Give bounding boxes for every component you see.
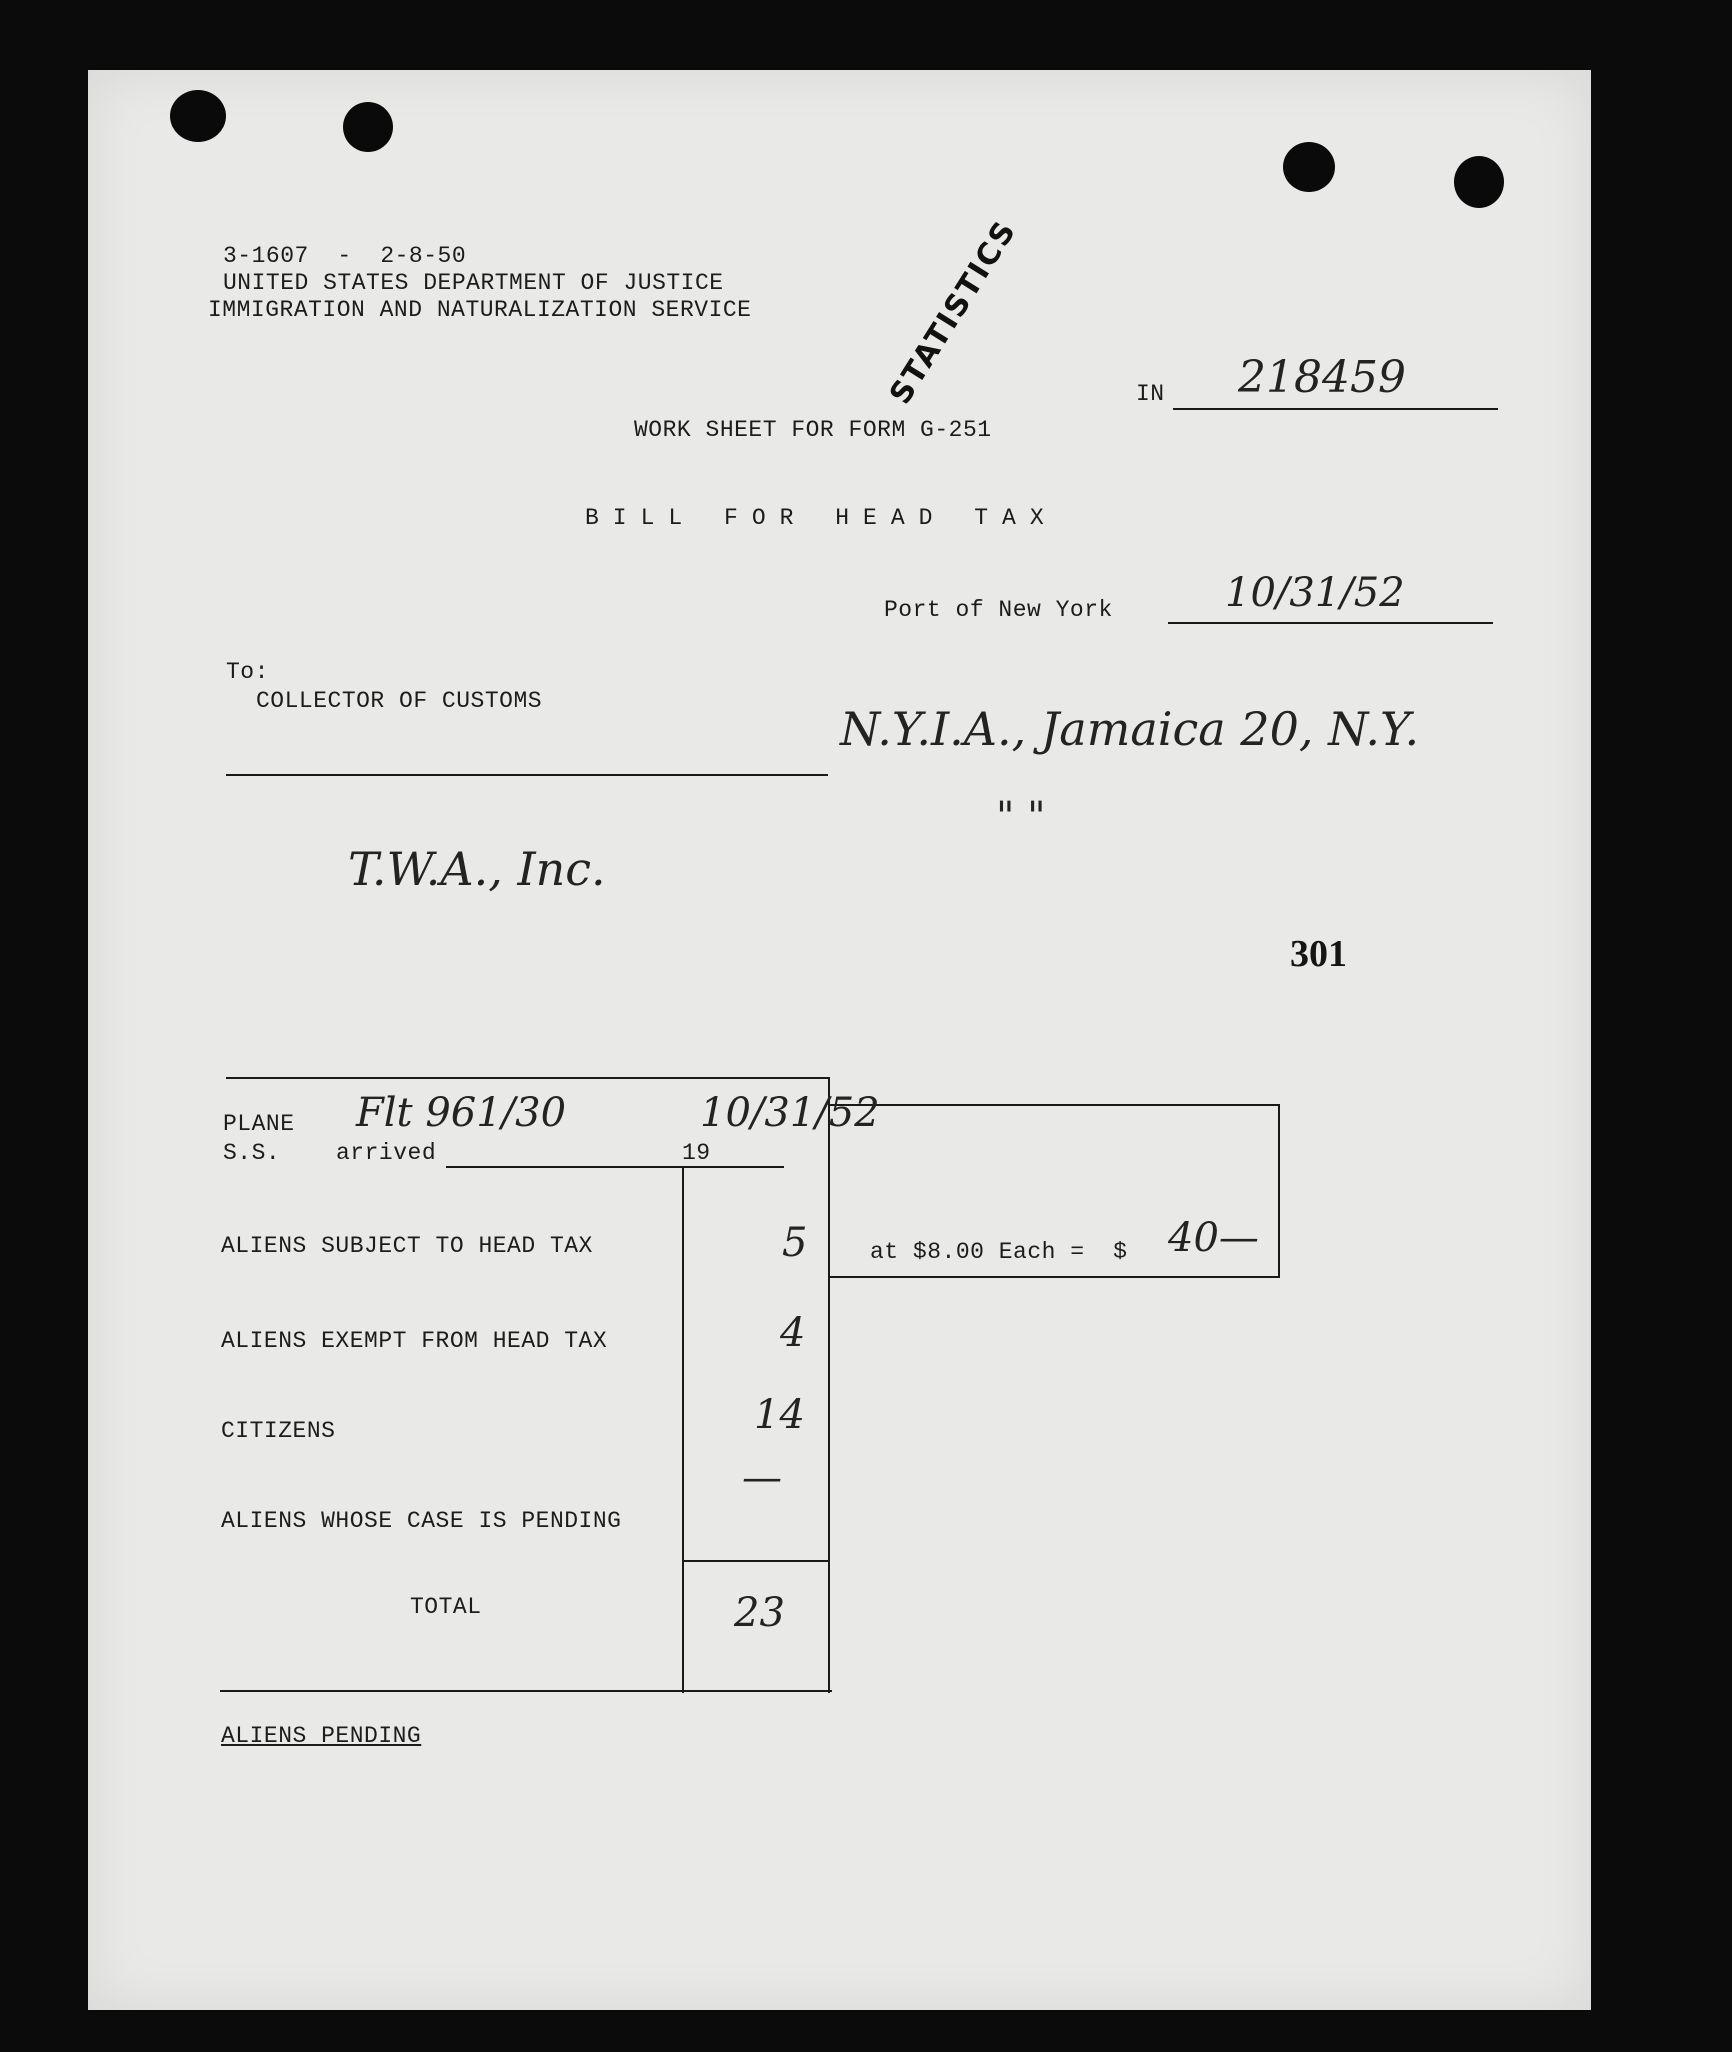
row-label-pending: ALIENS WHOSE CASE IS PENDING: [221, 1508, 622, 1534]
count-column-rule: [682, 1166, 684, 1693]
code-number: 301: [1290, 933, 1347, 975]
punch-hole: [170, 90, 226, 142]
rate-box-top: [828, 1104, 1280, 1106]
rate-text: at $8.00 Each = $: [870, 1239, 1128, 1265]
arrival-date: 10/31/52: [700, 1090, 880, 1136]
arrived-underline: [446, 1166, 784, 1168]
worksheet-title: WORK SHEET FOR FORM G-251: [634, 417, 992, 443]
punch-hole: [343, 102, 393, 152]
row-label-citizens: CITIZENS: [221, 1418, 336, 1444]
table-top-rule: [226, 1077, 830, 1079]
document-page: [88, 70, 1591, 2010]
rate-box-right: [1278, 1104, 1280, 1278]
arrived-label: arrived: [336, 1140, 437, 1166]
port-date: 10/31/52: [1225, 570, 1405, 616]
row-value-citizens: 14: [754, 1392, 805, 1438]
ss-label: S.S.: [223, 1140, 281, 1166]
total-top-rule: [682, 1560, 830, 1562]
bill-title: BILL FOR HEAD TAX: [585, 505, 1058, 531]
punch-hole: [1283, 142, 1335, 192]
flight-number: Flt 961/30: [356, 1090, 567, 1136]
row-value-exempt: 4: [780, 1310, 806, 1356]
recipient-underline: [226, 774, 828, 776]
tax-amount: 40—: [1168, 1215, 1259, 1261]
carrier-name: T.W.A., Inc.: [348, 842, 606, 896]
statistics-stamp: STATISTICS: [883, 214, 1024, 411]
department-name: UNITED STATES DEPARTMENT OF JUSTICE: [223, 270, 724, 296]
in-label: IN: [1136, 381, 1165, 407]
row-value-pending: —: [742, 1455, 782, 1501]
total-label: TOTAL: [410, 1594, 482, 1620]
form-code: 3-1607 - 2-8-50: [223, 243, 467, 269]
port-label: Port of New York: [884, 597, 1113, 623]
rate-box-bottom: [828, 1276, 1280, 1278]
recipient: COLLECTOR OF CUSTOMS: [256, 688, 543, 714]
plane-label: PLANE: [223, 1111, 295, 1137]
date-underline: [1168, 622, 1493, 624]
in-underline: [1173, 408, 1498, 410]
service-name: IMMIGRATION AND NATURALIZATION SERVICE: [208, 297, 752, 323]
table-right-rule: [828, 1077, 830, 1693]
row-label-subject: ALIENS SUBJECT TO HEAD TAX: [221, 1233, 593, 1259]
row-label-exempt: ALIENS EXEMPT FROM HEAD TAX: [221, 1328, 608, 1354]
total-value: 23: [734, 1590, 785, 1636]
year-prefix: 19: [682, 1140, 711, 1166]
punch-hole: [1454, 156, 1504, 208]
handwritten-location: N.Y.I.A., Jamaica 20, N.Y.: [840, 702, 1420, 756]
aliens-pending-heading: ALIENS PENDING: [221, 1723, 422, 1749]
ditto-marks: " ": [996, 794, 1046, 840]
in-number: 218459: [1238, 352, 1406, 403]
row-value-subject: 5: [782, 1220, 808, 1266]
table-bottom-rule: [220, 1690, 832, 1692]
to-label: To:: [226, 659, 269, 685]
